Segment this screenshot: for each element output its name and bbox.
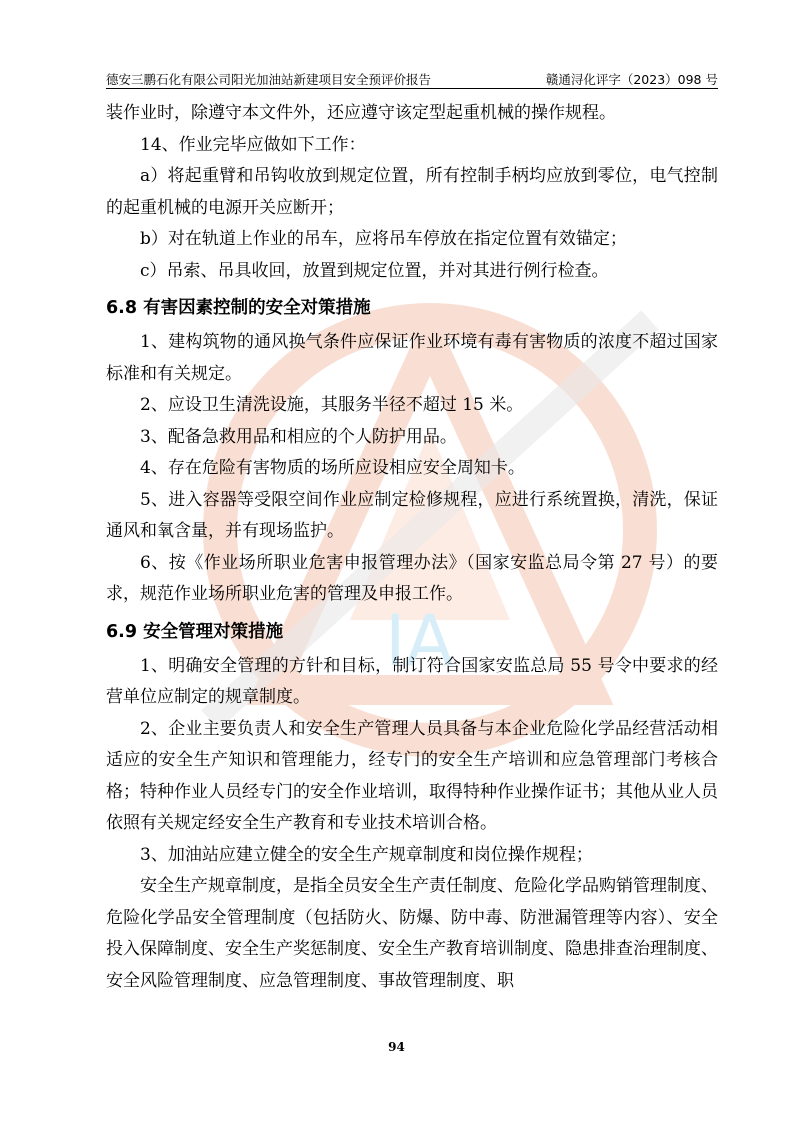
paragraph: 装作业时，除遵守本文件外，还应遵守该定型起重机械的操作规程。 (106, 103, 616, 123)
header-report-title: 德安三鹏石化有限公司阳光加油站新建项目安全预评价报告 (106, 72, 432, 87)
page-header (106, 68, 718, 88)
paragraph: 14、作业完毕应做如下工作： (140, 134, 366, 155)
document-body (106, 98, 718, 997)
section-heading-6-8: 6.8 有害因素控制的安全对策措施 (106, 298, 371, 318)
paragraph: 1、明确安全管理的方针和目标，制订符合国家安监总局 55 号令中要求的经营单位应制定的规章制度。 (106, 655, 718, 707)
paragraph: 安全生产规章制度，是指全员安全生产责任制度、危险化学品购销管理制度、危险化学品安全管理制度（包括防火、防爆、防中毒、防泄漏管理等内容）、安全投入保障制度、安全生产奖惩制度、安全生产教育培训制度、隐患排查治理制度、安全风险管理制度、应急管理制度、事故管理制度、职 (106, 876, 718, 991)
paragraph: 6、按《作业场所职业危害申报管理办法》（国家安监总局令第 27 号）的要求，规范作业场所职业危害的管理及申报工作。 (106, 552, 718, 604)
page-number: 94 (388, 1040, 405, 1054)
paragraph: 2、企业主要负责人和安全生产管理人员具备与本企业危险化学品经营活动相适应的安全生产知识和管理能力，经专门的安全生产培训和应急管理部门考核合格；特种作业人员经专门的安全作业培训，取得特种作业操作证书；其他从业人员依照有关规定经安全生产教育和专业技术培训合格。 (106, 718, 718, 833)
paragraph: c）吊索、吊具收回，放置到规定位置，并对其进行例行检查。 (140, 260, 609, 281)
paragraph: 2、应设卫生清洗设施，其服务半径不超过 15 米。 (140, 395, 524, 415)
paragraph: 3、配备急救用品和相应的个人防护用品。 (140, 426, 457, 447)
paragraph: 1、建构筑物的通风换气条件应保证作业环境有毒有害物质的浓度不超过国家标准和有关规定。 (106, 332, 718, 384)
svg-text:IA: IA (385, 600, 454, 682)
paragraph: 3、加油站应建立健全的安全生产规章制度和岗位操作规程； (140, 844, 593, 865)
header-divider (106, 88, 718, 89)
paragraph: 5、进入容器等受限空间作业应制定检修规程，应进行系统置换，清洗，保证通风和氧含量，并有现场监护。 (106, 489, 718, 541)
header-report-number: 赣通浔化评字（2023）098 号 (545, 72, 718, 87)
section-heading-6-9: 6.9 安全管理对策措施 (106, 621, 284, 642)
paragraph: b）对在轨道上作业的吊车，应将吊车停放在指定位置有效锚定； (140, 229, 627, 249)
paragraph: 4、存在危险有害物质的场所应设相应安全周知卡。 (140, 458, 525, 478)
paragraph: a）将起重臂和吊钩收放到规定位置，所有控制手柄均应放到零位，电气控制的起重机械的电源开关应断开； (106, 166, 718, 218)
